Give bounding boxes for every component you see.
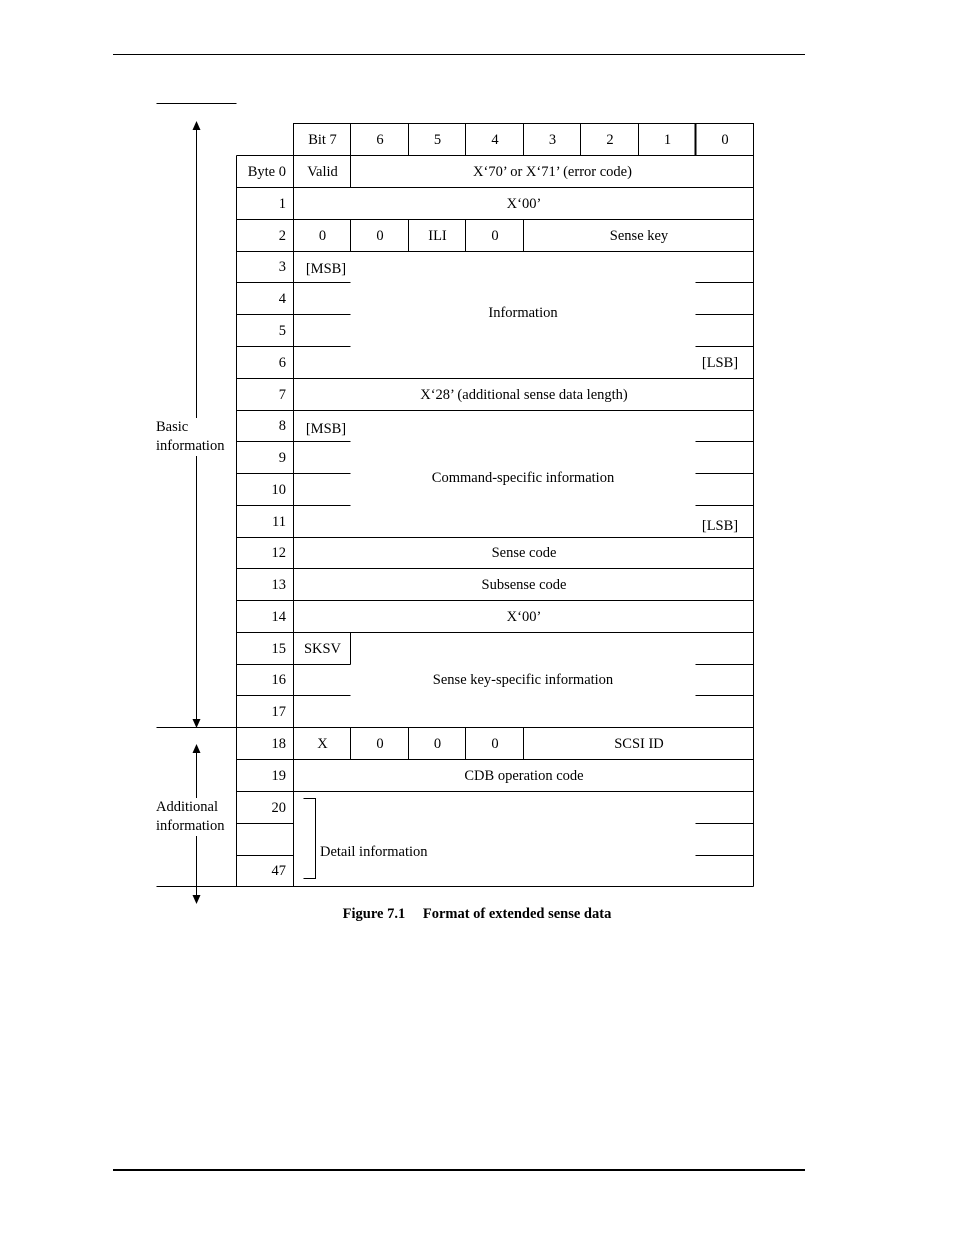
byte2-bit6: 0 [376, 227, 384, 244]
byte-label-47: 47 [271, 863, 286, 879]
byte-label-2: 2 [278, 227, 286, 244]
byte-label-12: 12 [271, 545, 286, 561]
sksv-bit: SKSV [303, 640, 342, 657]
byte-label-blank [237, 824, 294, 856]
sense-key-field: Sense key [609, 227, 669, 244]
command-specific-msb: [MSB] [305, 420, 347, 437]
bit-header-4: 4 [491, 131, 499, 148]
byte-label-1: 1 [278, 195, 286, 212]
error-code-field: X‘70’ or X‘71’ (error code) [473, 163, 632, 180]
command-specific-field: Command-specific information [431, 469, 615, 486]
information-lsb: [LSB] [701, 354, 739, 371]
byte-label-15: 15 [271, 640, 286, 657]
byte-label-14: 14 [271, 608, 286, 625]
ili-bit: ILI [428, 227, 447, 244]
byte-label-6: 6 [278, 354, 286, 371]
byte-label-10: 10 [271, 481, 286, 498]
sense-key-specific-field: Sense key-specific information [432, 672, 614, 688]
bit-header-0: 0 [721, 131, 729, 148]
sense-code-field: Sense code [491, 545, 557, 561]
figure-caption [0, 906, 954, 923]
byte-label-7: 7 [278, 386, 286, 403]
byte-label-8: 8 [278, 418, 286, 434]
bit-header-3: 3 [548, 131, 557, 148]
scsi-id-field: SCSI ID [614, 735, 664, 752]
bit-header-5: 5 [433, 131, 442, 148]
bit-header-1: 1 [663, 131, 672, 148]
byte2-bit4: 0 [491, 227, 499, 244]
bit-header-6: 6 [376, 131, 384, 148]
byte18-bit6: 0 [376, 735, 384, 752]
valid-bit: Valid [307, 163, 338, 180]
byte-label-19: 19 [271, 767, 286, 784]
byte-label-9: 9 [278, 449, 286, 466]
figure-title: Format of extended sense data [422, 906, 612, 922]
byte18-bit5: 0 [433, 735, 442, 752]
byte-label-18: 18 [271, 735, 286, 752]
byte-label-20: 20 [271, 799, 286, 816]
cdb-opcode-field: CDB operation code [464, 767, 584, 784]
information-field: Information [488, 304, 558, 321]
basic-information-label: Basic information [156, 418, 232, 456]
byte18-bit7: X [317, 735, 328, 752]
byte14-field: X‘00’ [506, 608, 542, 625]
detail-information-field: Detail information [320, 843, 428, 860]
subsense-code-field: Subsense code [481, 576, 567, 593]
byte-label-4: 4 [278, 290, 286, 307]
figure-number: Figure 7.1 [342, 906, 406, 922]
bit-header-7: Bit 7 [308, 131, 337, 148]
information-msb: [MSB] [305, 260, 347, 277]
byte18-bit4: 0 [491, 735, 499, 752]
additional-information-label: Additional information [156, 798, 232, 836]
byte-label-11: 11 [272, 513, 286, 530]
command-specific-lsb: [LSB] [701, 517, 739, 534]
byte-label-5: 5 [278, 322, 286, 339]
byte-label-17: 17 [271, 703, 286, 720]
byte-label-3: 3 [278, 259, 286, 275]
byte1-field: X‘00’ [506, 195, 542, 212]
byte-label-0: Byte 0 [247, 163, 286, 180]
additional-length-field: X‘28’ (additional sense data length) [420, 386, 628, 403]
byte-label-13: 13 [271, 576, 286, 593]
bit-header-2: 2 [606, 131, 614, 148]
byte-label-16: 16 [271, 672, 286, 688]
byte2-bit7: 0 [318, 227, 327, 244]
